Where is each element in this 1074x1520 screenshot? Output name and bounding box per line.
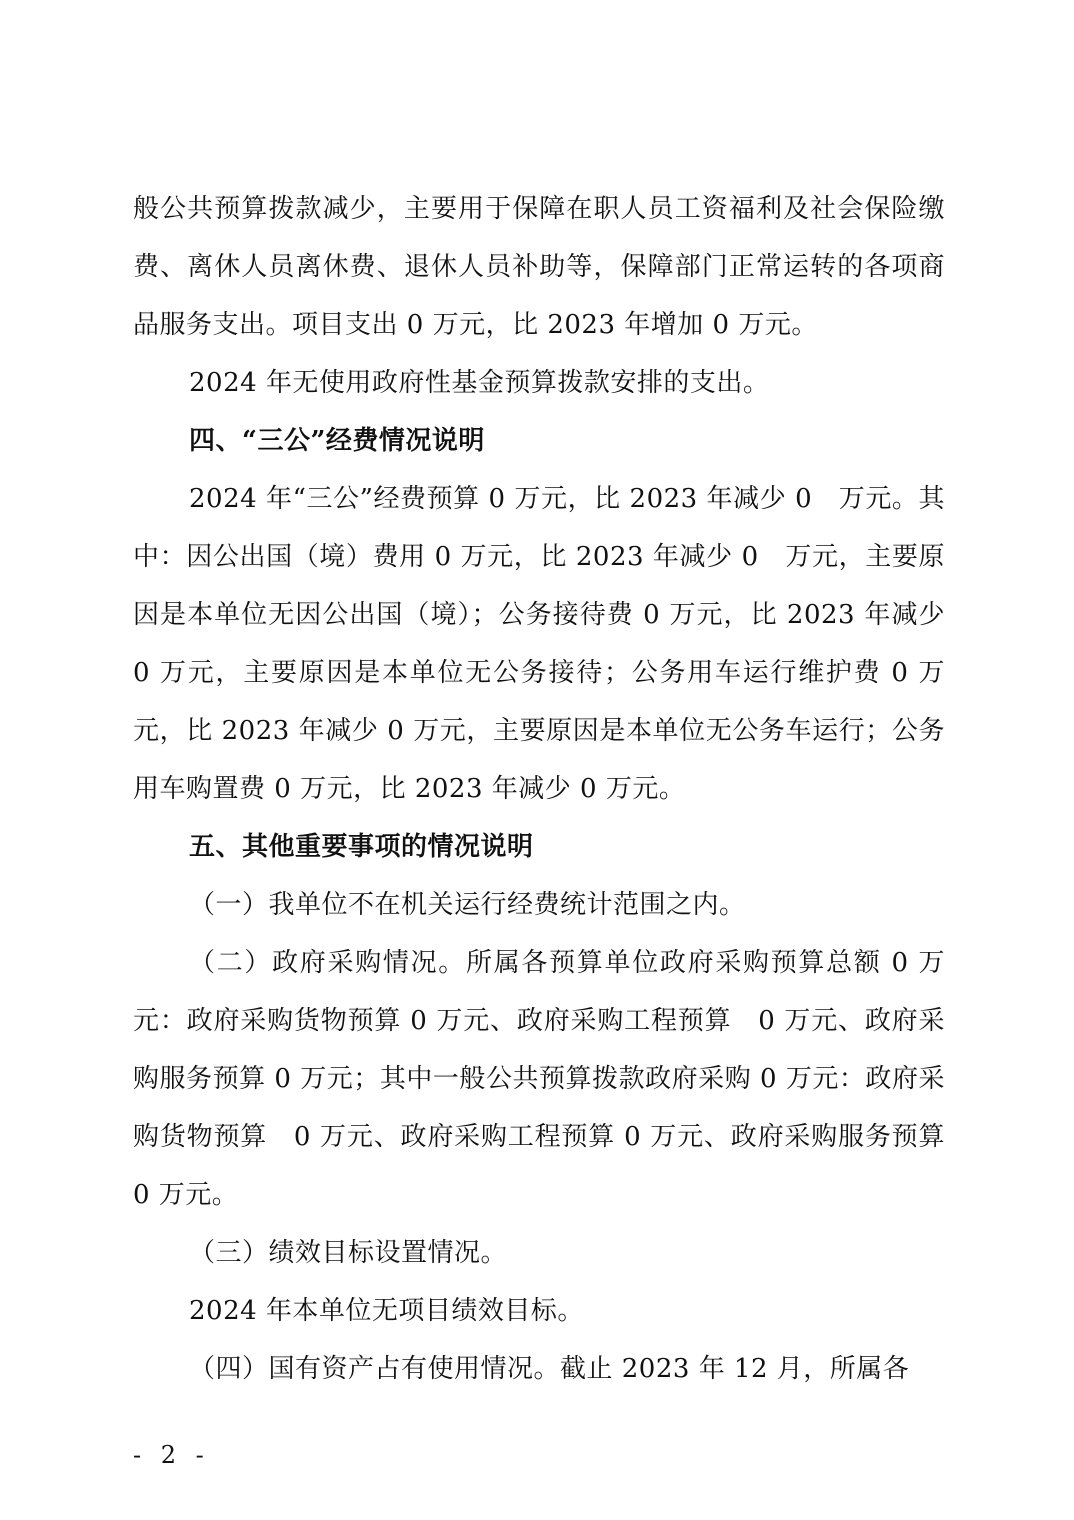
paragraph-performance-goals: （三）绩效目标设置情况。 [189, 1238, 508, 1268]
paragraph-three-public-expenses: 2024 年“三公”经费预算 0 万元，比 2023 年减少 0 万元。其中：因公出国（境）费用 0 万元，比 2023 年减少 0 万元，主要原因是本单位无因公出国（境）；公务接待费 0 万元，比 2023 年减少 0 万元，主要原因是本单位无公务接待；公务用车运行维护费 0 万元，比 2023 年减少 0 万元，主要原因是本单位无公务车运行；公务用车购置费 0 万元，比 2023 年减少 0 万元。 [133, 484, 945, 804]
paragraph-budget-expenditure: 般公共预算拨款减少，主要用于保障在职人员工资福利及社会保险缴费、离休人员离休费、退休人员补助等，保障部门正常运转的各项商品服务支出。项目支出 0 万元，比 2023 年增加 0 万元。 [133, 194, 945, 340]
section-heading-other-matters: 五、其他重要事项的情况说明 [189, 832, 534, 862]
paragraph-state-assets: （四）国有资产占有使用情况。截止 2023 年 12 月，所属各 [189, 1354, 910, 1384]
section-heading-three-public: 四、“三公”经费情况说明 [189, 426, 485, 456]
paragraph-operating-funds: （一）我单位不在机关运行经费统计范围之内。 [189, 890, 746, 920]
document-body [133, 180, 972, 1398]
page-number: - 2 - [133, 1441, 210, 1469]
paragraph-government-procurement: （二）政府采购情况。所属各预算单位政府采购预算总额 0 万元：政府采购货物预算 0 万元、政府采购工程预算 0 万元、政府采购服务预算 0 万元；其中一般公共预算拨款政府采购 0 万元：政府采购货物预算 0 万元、政府采购工程预算 0 万元、政府采购服务预算 0 万元。 [133, 948, 972, 1210]
paragraph-government-fund: 2024 年无使用政府性基金预算拨款安排的支出。 [189, 368, 770, 398]
paragraph-no-performance-goals: 2024 年本单位无项目绩效目标。 [189, 1296, 584, 1326]
